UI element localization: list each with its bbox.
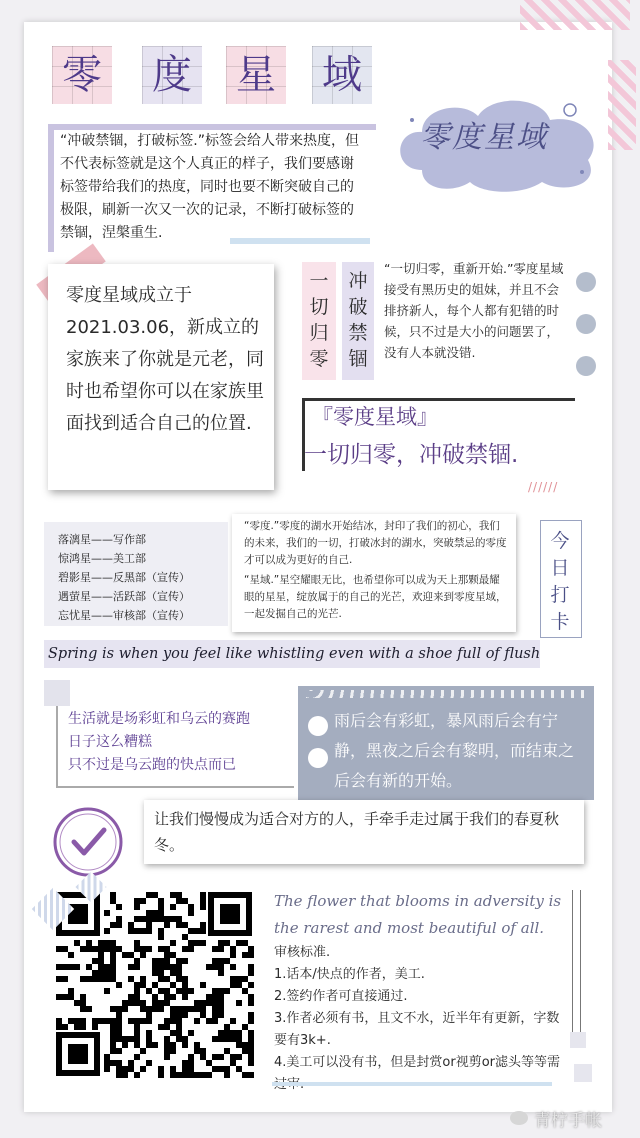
life-line: 生活就是场彩虹和乌云的赛跑: [68, 711, 250, 727]
white-dot: [308, 748, 328, 768]
vertical-left-1: 一: [309, 270, 329, 292]
checkin-char-1: 今: [550, 530, 570, 552]
review-item: 2.签约作者可直接通过.: [274, 989, 408, 1004]
vertical-left-2: 切: [309, 296, 329, 318]
rainbow-text: 雨后会有彩虹，暴风雨后会有宁静，黑夜之后会有黎明，而结束之后会有新的开始。: [334, 711, 575, 790]
slogan-line-2: 一切归零，冲破禁锢.: [304, 442, 519, 468]
review-section: [274, 942, 566, 1096]
department-list: [58, 530, 228, 625]
department-item: 忘忧星——审核部（宣传）: [58, 609, 190, 622]
checkin-char-3: 打: [550, 584, 570, 606]
logo-text: 零度星域: [420, 120, 548, 155]
title-char-1: 零: [52, 46, 112, 104]
life-square: [44, 680, 70, 706]
spring-quote: Spring is when you feel like whistling even with a shoe full of flush: [48, 646, 541, 662]
flower-quote: The flower that blooms in adversity is the rarest and most beautiful of all.: [274, 892, 562, 937]
watermark-text: 青柠手帐: [534, 1110, 602, 1131]
department-item: 落漓星——写作部: [58, 533, 146, 546]
checkin-char-2: 日: [550, 557, 570, 579]
intro-paragraph: “冲破禁锢，打破标签.”标签会给人带来热度，但不代表标签就是这个人真正的样子，我们要感谢标签带给我们的热度，同时也要不断突破自己的极限，刷新一次又一次的记录，不断打破标签的禁锢，涅槃重生.: [60, 133, 359, 241]
vertical-left-3: 归: [309, 322, 329, 344]
vertical-line-1: [572, 890, 573, 1040]
together-text: 让我们慢慢成为适合对方的人，手牵手走过属于我们的春夏秋冬。: [154, 810, 560, 854]
dot-1: [576, 272, 596, 292]
department-item: 惊鸿星——美工部: [58, 552, 146, 565]
deco-small-square-2: [574, 1064, 592, 1082]
department-item: 碧影星——反黑部（宣传）: [58, 571, 190, 584]
white-dot: [308, 716, 328, 736]
watermark: [510, 1104, 636, 1132]
title-char-3: 星: [226, 46, 286, 104]
lake-paragraph-2: “星域.”星空耀眼无比，也希望你可以成为天上那颗最耀眼的星星，绽放属于的自己的光芒，欢迎来到零度星域，一起发掘自己的光芒.: [244, 574, 507, 620]
rainbow-dots: [308, 712, 336, 768]
dot-2: [576, 314, 596, 334]
weibo-icon: [510, 1111, 528, 1125]
review-title: 审核标准.: [274, 945, 331, 960]
review-bottom-line: [272, 1082, 552, 1086]
life-line: 日子这么糟糕: [68, 734, 152, 750]
slogan-slashes: //////: [528, 480, 559, 494]
dot-3: [576, 356, 596, 376]
lake-paragraph-1: “零度.”零度的湖水开始结冰，封印了我们的初心，我们的未来，我们的一切，打破冰封的湖水，突破禁忌的零度才可以成为更好的自己.: [244, 520, 507, 566]
qr-code-image: [52, 888, 256, 1080]
review-item: 1.话本/快点的作者，美工.: [274, 967, 425, 982]
vertical-right-4: 锢: [348, 348, 368, 370]
reset-paragraph: “一切归零，重新开始.”零度星域接受有黑历史的姐妹，并且不会排挤新人，每个人都有犯错的时候，只不过是大小的问题罢了，没有人本就没错.: [384, 261, 564, 360]
life-lines: [68, 708, 296, 777]
deco-small-square: [570, 1032, 586, 1048]
vertical-right-2: 破: [348, 296, 368, 318]
vertical-line-2: [580, 890, 581, 1040]
check-circle-icon: [52, 806, 124, 878]
corner-stripe-top: [520, 0, 630, 30]
review-item: 4.美工可以没有书，但是封赏or视剪or滤头等等需: [274, 1055, 561, 1070]
review-item: 3.作者必须有书，且文不水，近半年有更新，字数要有3k+.: [274, 1011, 560, 1048]
corner-stripe-right: [608, 60, 636, 150]
title-char-4: 域: [312, 46, 372, 104]
vertical-left-4: 零: [309, 348, 329, 370]
title-char-2: 度: [142, 46, 202, 104]
life-line: 只不过是乌云跑的快点而已: [68, 757, 236, 773]
founding-text: 零度星域成立于2021.03.06，新成立的家族来了你就是元老，同时也希望你可以在家族里面找到适合自己的位置.: [66, 285, 264, 434]
vertical-right-3: 禁: [348, 322, 368, 344]
department-item: 遇萤星——活跃部（宣传）: [58, 590, 190, 603]
checkin-char-4: 卡: [550, 611, 570, 633]
slogan-line-1: 『零度星域』: [312, 405, 438, 429]
vertical-right-1: 冲: [348, 270, 368, 292]
rainbow-wave: [306, 690, 586, 698]
qr-pattern: [52, 888, 256, 1080]
